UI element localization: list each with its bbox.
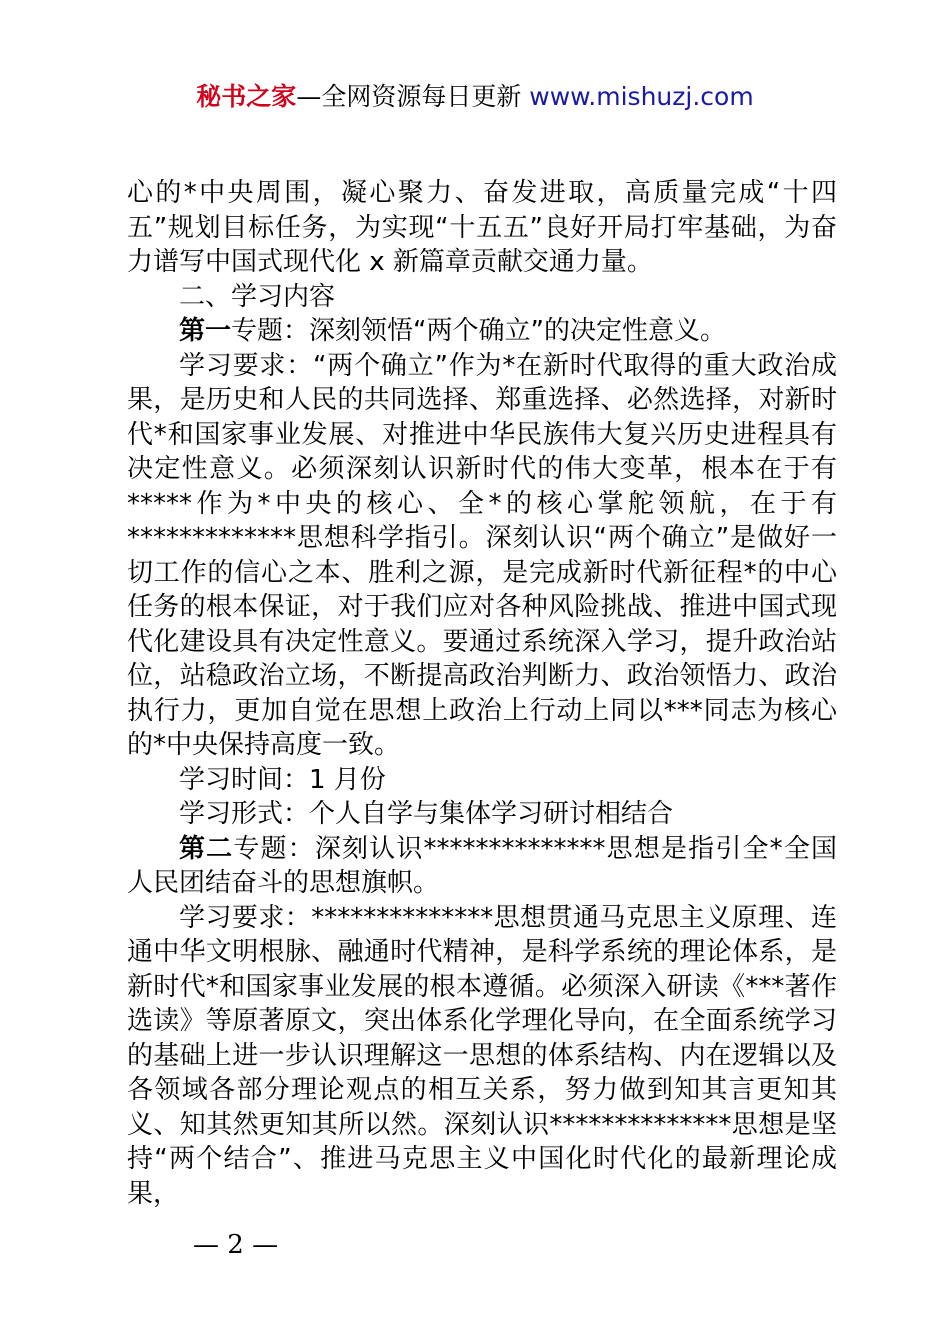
page-number: — 2 — [193, 1230, 279, 1260]
brand-name: 秘书之家 [196, 82, 297, 111]
topic-2-number: 第二 [179, 833, 234, 864]
topic-2-title: 专题：深刻认识**************思想是指引全*全国人民团结奋斗的思想旗帜。 [127, 833, 837, 898]
topic-1-number: 第一 [179, 316, 232, 346]
topic-1-title: 专题：深刻领悟“两个确立”的决定性意义。 [231, 316, 726, 346]
paragraph-continuation: 心的*中央周围，凝心聚力、奋发进取，高质量完成“十四五”规划目标任务，为实现“十五五”良好开局打牢基础，为奋力谱写中国式现代化 x 新篇章贡献交通力量。 [127, 178, 837, 277]
document-body [127, 176, 837, 1211]
topic-1-requirements: 学习要求：“两个确立”作为*在新时代取得的重大政治成果，是历史和人民的共同选择、郑重选择、必然选择，对新时代*和国家事业发展、对推进中华民族伟大复兴历史进程具有决定性意义。必须深刻认识新时代的伟大变革，根本在于有*****作为*中央的核心、全*的核心掌舵领航，在于有*************思想科学指引。深刻认识“两个确立”是做好一切工作的信心之本、胜利之源，是完成新时代新征程*的中心任务的根本保证，对于我们应对各种风险挑战、推进中国式现代化建设具有决定性意义。要通过系统深入学习，提升政治站位，站稳政治立场，不断提高政治判断力、政治领悟力、政治执行力，更加自觉在思想上政治上行动上同以***同志为核心的*中央保持高度一致。 [127, 350, 837, 760]
site-url-link[interactable]: www.mishuzj.com [529, 82, 754, 111]
topic-2-heading [127, 832, 837, 901]
topic-1-time: 学习时间：1 月份 [179, 764, 386, 795]
section-heading: 二、学习内容 [179, 281, 336, 312]
topic-2-requirements: 学习要求：**************思想贯通马克思主义原理、连通中华文明根脉、融通时代精神，是科学系统的理论体系，是新时代*和国家事业发展的根本遵循。必须深入研读《***著作选读》等原著原文，突出体系化学理化导向，在全面系统学习的基础上进一步认识理解这一思想的体系结构、内在逻辑以及各领域各部分理论观点的相互关系，努力做到知其言更知其义、知其然更知其所以然。深刻认识**************思想是坚持“两个结合”、推进马克思主义中国化时代化的最新理论成果， [127, 902, 837, 1209]
topic-1-heading [127, 314, 837, 349]
banner-tagline: —全网资源每日更新 [296, 82, 530, 111]
topic-1-form: 学习形式：个人自学与集体学习研讨相结合 [179, 799, 674, 829]
site-banner [0, 80, 950, 114]
